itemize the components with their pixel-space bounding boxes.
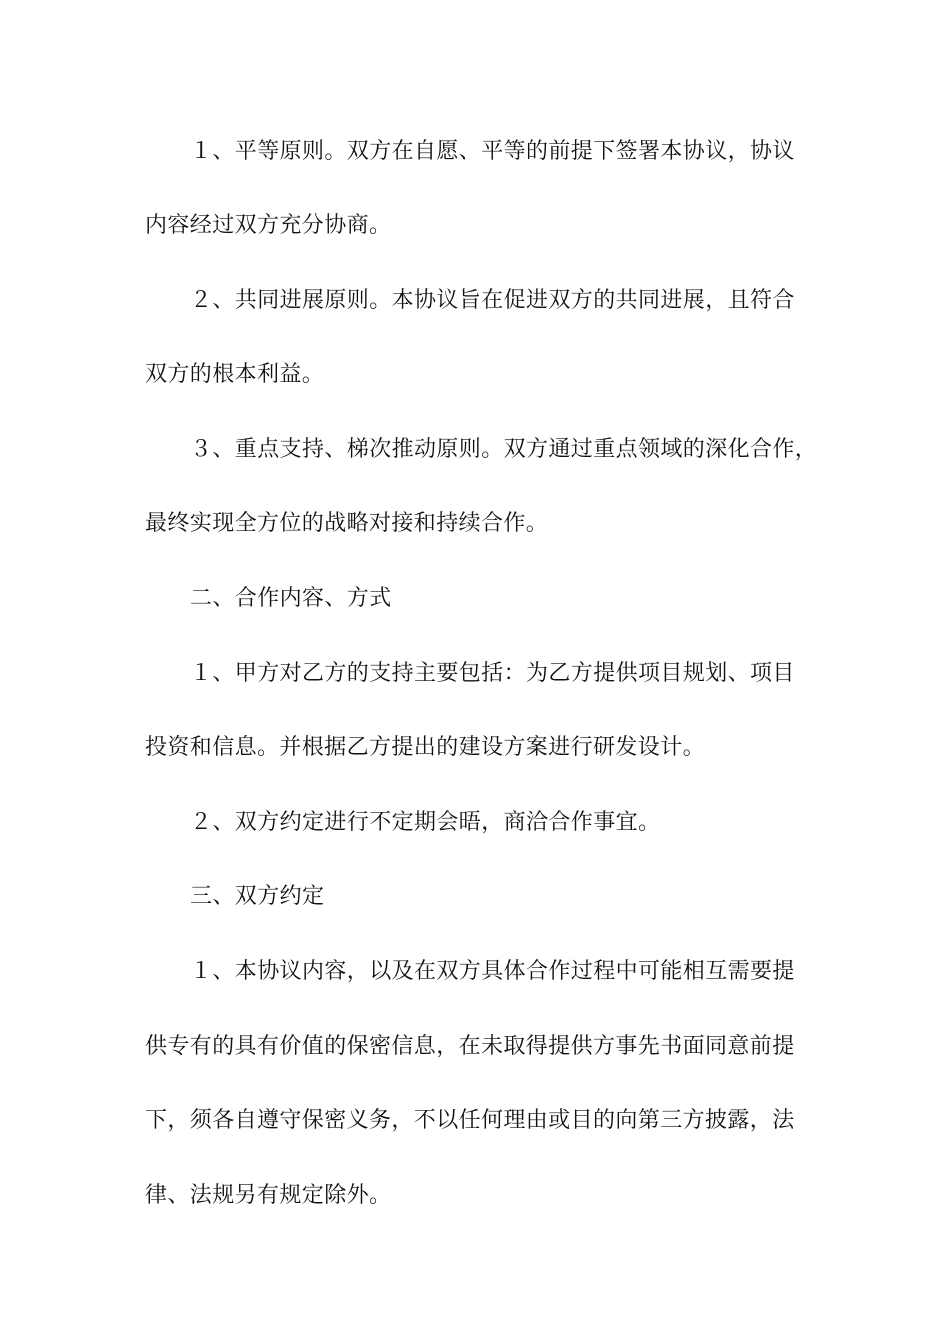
paragraph-4-line-1: １、甲方对乙方的支持主要包括：为乙方提供项目规划、项目	[190, 661, 795, 686]
paragraph-4-line-2: 投资和信息。并根据乙方提出的建设方案进行研发设计。	[145, 735, 706, 760]
paragraph-6-line-1: １、本协议内容，以及在双方具体合作过程中可能相互需要提	[190, 959, 795, 984]
paragraph-6-line-2: 供专有的具有价值的保密信息，在未取得提供方事先书面同意前提	[145, 1034, 795, 1059]
paragraph-2-line-2: 双方的根本利益。	[145, 362, 325, 387]
section-heading-3: 三、双方约定	[190, 884, 325, 909]
paragraph-5-line-1: ２、双方约定进行不定期会晤，商洽合作事宜。	[190, 810, 661, 835]
paragraph-1-line-2: 内容经过双方充分协商。	[145, 213, 392, 238]
paragraph-1-line-1: １、平等原则。双方在自愿、平等的前提下签署本协议，协议	[190, 139, 795, 164]
paragraph-3-line-1: ３、重点支持、梯次推动原则。双方通过重点领域的深化合作，	[190, 437, 818, 462]
paragraph-6-line-3: 下，须各自遵守保密义务，不以任何理由或目的向第三方披露，法	[145, 1108, 795, 1133]
paragraph-2-line-1: ２、共同进展原则。本协议旨在促进双方的共同进展，且符合	[190, 288, 795, 313]
paragraph-3-line-2: 最终实现全方位的战略对接和持续合作。	[145, 511, 549, 536]
paragraph-6-line-4: 律、法规另有规定除外。	[145, 1183, 392, 1208]
section-heading-2: 二、合作内容、方式	[190, 586, 392, 611]
